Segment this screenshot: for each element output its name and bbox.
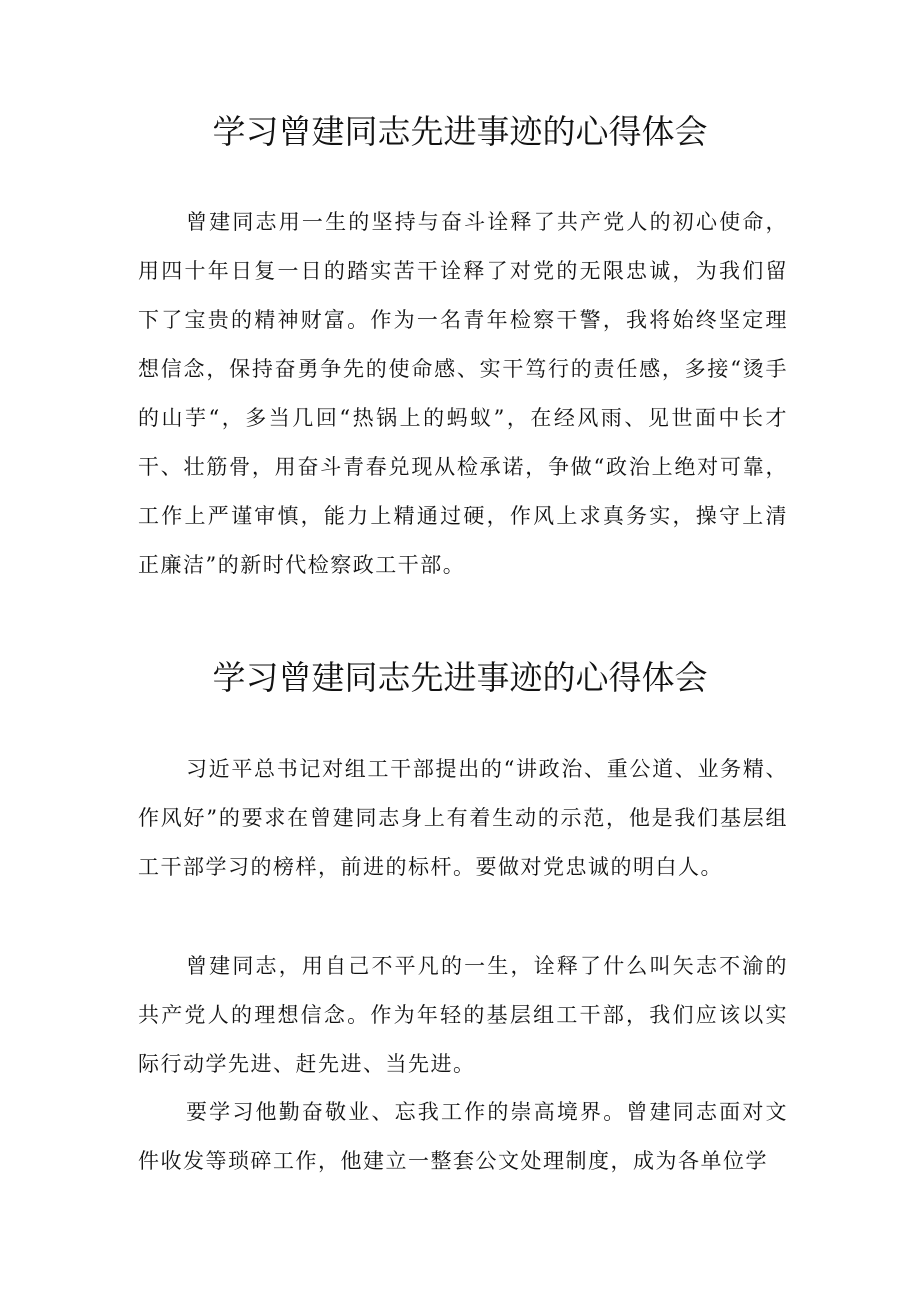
section-2-paragraph-2: 曾建同志，用自己不平凡的一生，诠释了什么叫矢志不渝的共产党人的理想信念。作为年轻的基层组工干部，我们应该以实际行动学先进、赶先进、当先进。 — [138, 954, 788, 1076]
section-1-title: 学习曾建同志先进事迹的心得体会 — [212, 112, 708, 151]
section-2-title: 学习曾建同志先进事迹的心得体会 — [212, 658, 708, 697]
section-2-paragraph-3: 要学习他勤奋敬业、忘我工作的崇高境界。曾建同志面对文件收发等琐碎工作，他建立一整套公文处理制度，成为各单位学 — [138, 1100, 788, 1173]
section-1-paragraph-1: 曾建同志用一生的坚持与奋斗诠释了共产党人的初心使命，用四十年日复一日的踏实苦干诠释了对党的无限忠诚，为我们留下了宝贵的精神财富。作为一名青年检察干警，我将始终坚定理想信念，保持奋勇争先的使命感、实干笃行的责任感，多接“烫手的山芋“，多当几回“热锅上的蚂蚁”，在经风雨、见世面中长才干、壮筋骨，用奋斗青春兑现从检承诺，争做“政治上绝对可靠，工作上严谨审慎，能力上精通过硬，作风上求真务实，操守上清正廉洁”的新时代检察政工干部。 — [138, 210, 788, 577]
section-2-paragraph-1: 习近平总书记对组工干部提出的“讲政治、重公道、业务精、作风好”的要求在曾建同志身上有着生动的示范，他是我们基层组工干部学习的榜样，前进的标杆。要做对党忠诚的明白人。 — [138, 757, 788, 879]
